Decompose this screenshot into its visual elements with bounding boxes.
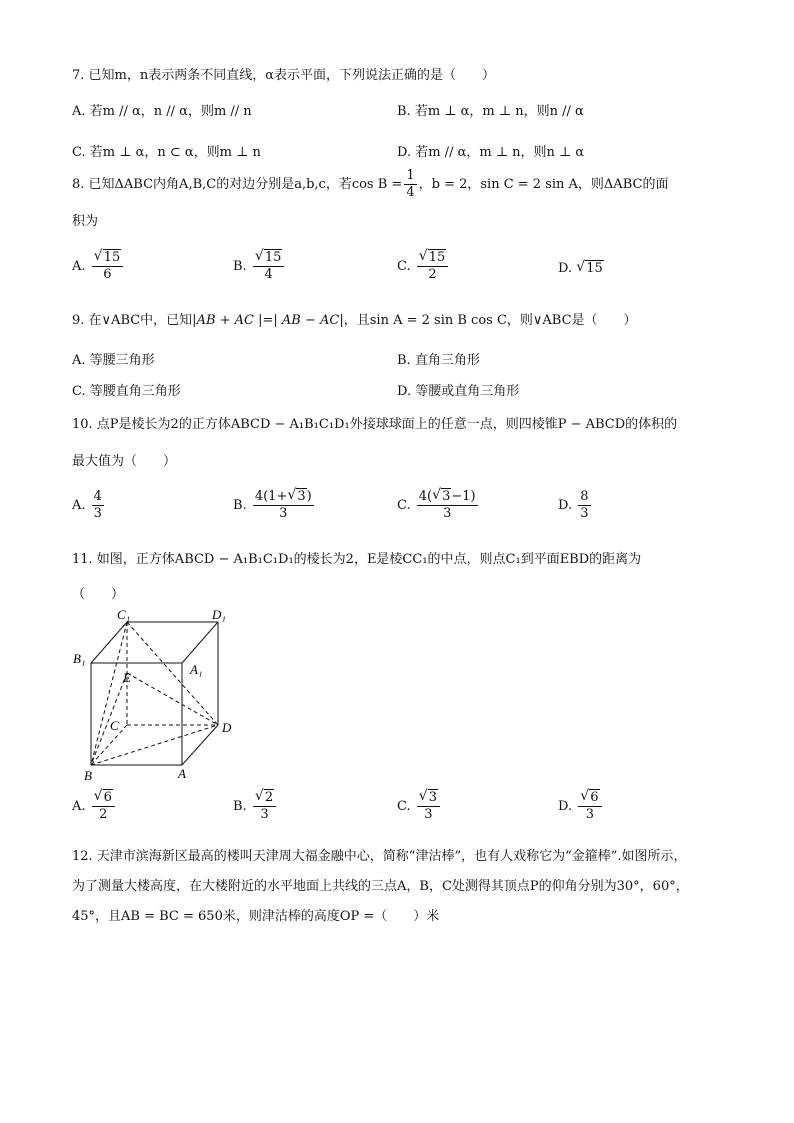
- q8-stem-continued: 积为: [72, 214, 99, 229]
- q9-option-c[interactable]: C. 等腰直角三角形: [72, 384, 181, 399]
- cube-figure: [70, 608, 250, 783]
- label-e: E: [123, 670, 131, 685]
- label-a1: A₁: [190, 662, 203, 677]
- q10-option-c[interactable]: C. $\frac{4(√ 3-1)}{3}$: [397, 489, 480, 522]
- q9-vector-expression: AB + AC |=| AB − AC: [196, 313, 340, 328]
- q11-option-a[interactable]: A. √ $\frac{6}{2}$: [72, 790, 117, 823]
- q8-stem-part-b: ，b = 2，sin C = 2 sin A，则ΔABC的面: [418, 177, 669, 192]
- q8-option-b[interactable]: B. √ $\frac{15}{4}$: [233, 250, 286, 283]
- label-c: C: [110, 718, 119, 733]
- q7-option-a[interactable]: A. 若m // α，n // α，则m // n: [72, 104, 252, 119]
- q8-cos-fraction: $\frac{1}{4}$: [406, 168, 415, 200]
- q9-option-a[interactable]: A. 等腰三角形: [72, 353, 155, 368]
- label-d1: D₁: [212, 608, 226, 622]
- q9-stem: 9. 在∨ABC中，已知|AB + AC |=| AB − AC|，且sin A = 2 sin B cos C，则∨ABC是（ ）: [72, 313, 637, 328]
- q12-line-1: 12. 天津市滨海新区最高的楼叫天津周大福金融中心，简称“津沽棒”，也有人戏称它为“金箍棒”.如图所示，: [72, 849, 687, 864]
- label-b: B: [84, 768, 92, 783]
- q12-line-2: 为了测量大楼高度，在大楼附近的水平地面上共线的三点A，B，C处测得其顶点P的仰角分别为30°，60°，: [72, 879, 689, 894]
- q10-stem: 10. 点P是棱长为2的正方体ABCD − A₁B₁C₁D₁外接球球面上的任意一点，则四棱锥P − ABCD的体积的: [72, 417, 678, 432]
- q8-option-a[interactable]: A. √ $\frac{15}{6}$: [72, 250, 125, 283]
- q11-option-d[interactable]: D. √ $\frac{6}{3}$: [558, 790, 604, 823]
- q9-option-b[interactable]: B. 直角三角形: [397, 353, 480, 368]
- q7-option-b[interactable]: B. 若m ⊥ α，m ⊥ n，则n // α: [397, 104, 584, 119]
- q11-answer-paren: （ ）: [72, 587, 125, 602]
- q7-option-d[interactable]: D. 若m // α，m ⊥ n，则n ⊥ α: [397, 145, 585, 160]
- q10-stem-continued: 最大值为（ ）: [72, 454, 177, 469]
- q11-stem: 11. 如图，正方体ABCD − A₁B₁C₁D₁的棱长为2，E是棱CC₁的中点，则点C₁到平面EBD的距离为: [72, 552, 642, 567]
- q10-option-a[interactable]: A. $\frac{4}{3}$: [72, 489, 102, 521]
- label-a: A: [178, 766, 186, 781]
- label-b1: B₁: [73, 651, 86, 666]
- q12-line-3: 45°，且AB = BC = 650米，则津沽棒的高度OP =（ ）米: [72, 909, 440, 924]
- label-d: D: [222, 720, 232, 735]
- q10-option-b[interactable]: B. $\frac{4(1+√ 3)}{3}$: [233, 489, 316, 522]
- q8-stem-part-a: 8. 已知ΔABC内角A,B,C的对边分别是a,b,c，若cos B =: [72, 177, 403, 192]
- q7-stem: 7. 已知m，n表示两条不同直线，α表示平面，下列说法正确的是（ ）: [72, 68, 496, 83]
- q8-stem: [72, 168, 668, 201]
- q8-option-d[interactable]: D. √ 15: [558, 261, 604, 276]
- q7-option-c[interactable]: C. 若m ⊥ α，n ⊂ α，则m ⊥ n: [72, 145, 261, 160]
- label-c1: C₁: [117, 608, 131, 622]
- q9-option-d[interactable]: D. 等腰或直角三角形: [397, 384, 520, 399]
- q8-option-c[interactable]: C. √ $\frac{15}{2}$: [397, 250, 450, 283]
- q10-option-d[interactable]: D. $\frac{8}{3}$: [558, 489, 589, 521]
- q11-option-b[interactable]: B. √ $\frac{2}{3}$: [233, 790, 278, 823]
- q11-option-c[interactable]: C. √ $\frac{3}{3}$: [397, 790, 442, 823]
